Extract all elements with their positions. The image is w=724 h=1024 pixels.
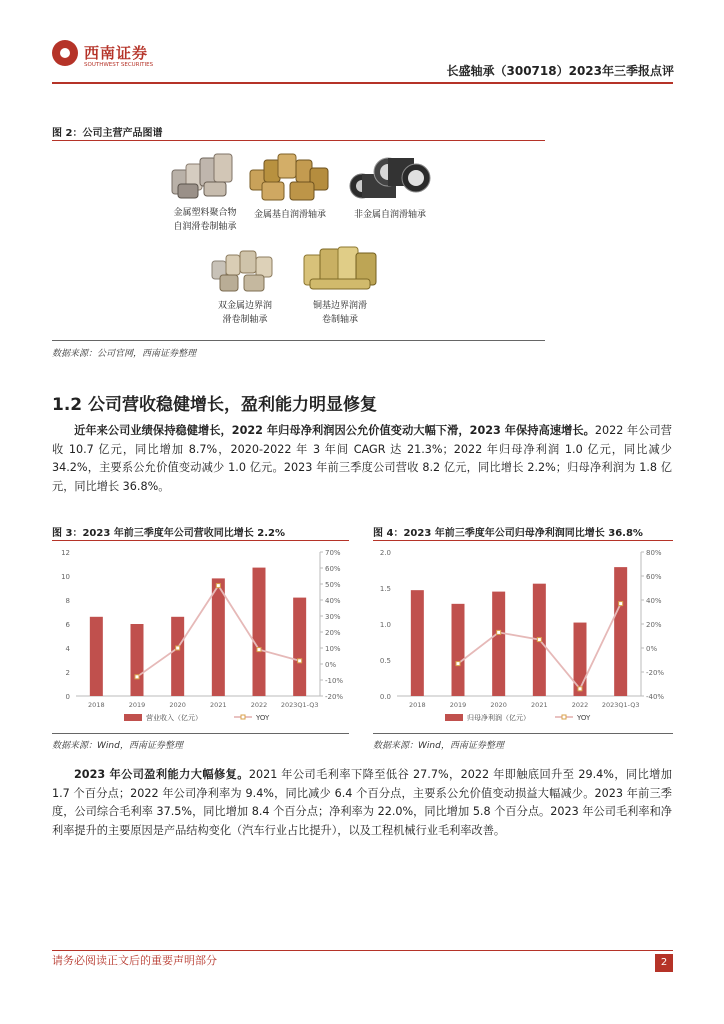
legend-bar-label: 营业收入（亿元） <box>146 714 202 722</box>
bimetal-bearing-image <box>208 247 282 295</box>
figure2-top-rule <box>52 140 545 141</box>
footer-divider <box>52 950 673 951</box>
y-tick-label-right: 0% <box>646 645 658 653</box>
report-title: 长盛轴承（300718）2023年三季报点评 <box>446 64 674 78</box>
bar <box>212 578 225 696</box>
yoy-point <box>578 687 582 691</box>
product-label: 非金属自润滑轴承 <box>353 210 426 220</box>
product-label: 金属基自润滑轴承 <box>253 210 326 220</box>
yoy-point <box>497 630 501 634</box>
x-tick-label: 2022 <box>250 701 268 709</box>
bar <box>253 568 266 696</box>
x-tick-label: 2023Q1-Q3 <box>601 701 640 709</box>
yoy-point <box>456 662 460 666</box>
logo-subtext: SOUTHWEST SECURITIES <box>84 62 154 68</box>
chart4-source: 数据来源：Wind，西南证券整理 <box>373 741 504 751</box>
chart3-source: 数据来源：Wind，西南证券整理 <box>52 741 183 751</box>
y-tick-label-left: 0.5 <box>379 657 391 665</box>
product-label: 金属塑料聚合物 自润滑卷制轴承 <box>173 208 237 232</box>
x-tick-label: 2020 <box>490 701 507 709</box>
legend-line-label: YOY <box>577 714 591 722</box>
non-metal-bearing-image <box>348 150 432 204</box>
legend-bar-swatch <box>445 714 463 721</box>
yoy-point <box>176 646 180 650</box>
x-tick-label: 2018 <box>409 701 426 709</box>
product-label: 铜基边界润滑 卷制轴承 <box>312 301 367 325</box>
paragraph-lead: 近年来公司业绩保持稳健增长，2022 年归母净利润因公允价值变动大幅下滑，2023 年保持高速增长。 <box>74 424 595 437</box>
yoy-point <box>216 584 220 588</box>
y-tick-label-right: 60% <box>646 573 662 581</box>
chart3-title: 图 3：2023 年前三季度年公司营收同比增长 2.2% <box>52 528 285 539</box>
metal-plastic-bearing-image <box>168 150 242 202</box>
paragraph-revenue <box>52 422 672 496</box>
y-tick-label-right: 60% <box>325 565 341 573</box>
chart4-title: 图 4：2023 年前三季度年公司归母净利润同比增长 36.8% <box>373 528 643 539</box>
header-divider <box>52 82 673 84</box>
logo-text: 西南证券 <box>84 44 149 62</box>
legend-line-label: YOY <box>256 714 270 722</box>
bar <box>131 624 144 696</box>
yoy-point <box>619 602 623 606</box>
y-tick-label-left: 2.0 <box>379 549 391 557</box>
logo-mark-icon <box>52 40 78 66</box>
x-tick-label: 2021 <box>531 701 548 709</box>
y-tick-label-right: -20% <box>646 669 665 677</box>
yoy-point <box>257 648 261 652</box>
yoy-point <box>135 675 139 679</box>
bar <box>492 592 505 696</box>
product-copper <box>295 243 385 327</box>
chart3-top-rule <box>52 540 349 541</box>
y-tick-label-left: 0.0 <box>379 693 391 701</box>
bar <box>90 617 103 696</box>
bar <box>411 590 424 696</box>
bar <box>452 604 465 696</box>
product-label: 双金属边界润 滑卷制轴承 <box>217 301 272 325</box>
y-tick-label-left: 8 <box>65 597 70 605</box>
yoy-point <box>298 659 302 663</box>
y-tick-label-right: 40% <box>325 597 341 605</box>
bar <box>171 617 184 696</box>
chart4 <box>373 544 673 730</box>
copper-bearing-image <box>300 243 380 295</box>
y-tick-label-right: 0% <box>325 661 337 669</box>
company-logo <box>52 38 162 78</box>
x-tick-label: 2022 <box>571 701 589 709</box>
legend-line-marker <box>562 715 566 719</box>
legend-bar-swatch <box>124 714 142 721</box>
y-tick-label-right: 70% <box>325 549 341 557</box>
figure2-bottom-rule <box>52 340 545 341</box>
figure2-source: 数据来源：公司官网，西南证券整理 <box>52 349 197 359</box>
y-tick-label-right: 40% <box>646 597 662 605</box>
x-tick-label: 2019 <box>128 701 146 709</box>
legend-line-marker <box>241 715 245 719</box>
y-tick-label-left: 4 <box>65 645 70 653</box>
y-tick-label-left: 2 <box>65 669 70 677</box>
y-tick-label-right: 30% <box>325 613 341 621</box>
chart3 <box>52 544 352 730</box>
x-tick-label: 2019 <box>449 701 467 709</box>
bar <box>293 598 306 696</box>
footer-notice: 请务必阅读正文后的重要声明部分 <box>52 954 217 967</box>
y-tick-label-left: 12 <box>61 549 70 557</box>
x-tick-label: 2020 <box>169 701 186 709</box>
y-tick-label-left: 10 <box>61 573 70 581</box>
paragraph-body: 2021 年公司毛利率下降至低谷 27.7%，2022 年即触底回升至 29.4%，同比增加 1.7 个百分点；2022 年公司净利率为 9.4%，同比减少 6.4 个百分点，主要系公允价值变动损益大幅减少。2023 年前三季度，公司综合毛利率 37.5%，同比增加 8.4 个百分点；净利率为 22.0%，同比增加 5.8 个百分点。2023 年公司毛利率和净利率提升的主要原因是产品结构变化（汽车行业占比提升），以及工程机械行业毛利率改善。 <box>52 768 672 837</box>
y-tick-label-left: 1.0 <box>379 621 391 629</box>
paragraph-lead: 2023 年公司盈利能力大幅修复。 <box>74 768 249 781</box>
page-number: 2 <box>655 954 673 972</box>
chart4-bottom-rule <box>373 733 673 734</box>
y-tick-label-left: 0 <box>65 693 70 701</box>
y-tick-label-right: 50% <box>325 581 341 589</box>
metal-based-bearing-image <box>248 150 332 204</box>
y-tick-label-right: -10% <box>325 677 344 685</box>
bar <box>614 567 627 696</box>
y-tick-label-right: 10% <box>325 645 341 653</box>
product-metal-plastic <box>160 150 250 234</box>
paragraph-body: 2022 年公司营收 10.7 亿元，同比增加 8.7%，2020-2022 年 3 年间 CAGR 达 21.3%；2022 年归母净利润 1.0 亿元，同比减少 34.2%，主要系公允价值变动减少 1.0 亿元。2023 年前三季度公司营收 8.2 亿元，同比增长 2.2%；归母净利润为 1.8 亿元，同比增长 36.8%。 <box>52 424 672 493</box>
y-tick-label-right: -40% <box>646 693 665 701</box>
paragraph-profitability <box>52 766 672 840</box>
chart3-bottom-rule <box>52 733 349 734</box>
y-tick-label-right: 80% <box>646 549 662 557</box>
legend-bar-label: 归母净利润（亿元） <box>467 714 530 722</box>
y-tick-label-left: 6 <box>65 621 70 629</box>
chart4-top-rule <box>373 540 673 541</box>
product-bimetal <box>200 247 290 327</box>
x-tick-label: 2018 <box>88 701 105 709</box>
product-metal-based <box>245 150 335 222</box>
y-tick-label-left: 1.5 <box>379 585 391 593</box>
y-tick-label-right: -20% <box>325 693 344 701</box>
bar <box>574 623 587 696</box>
x-tick-label: 2021 <box>210 701 227 709</box>
x-tick-label: 2023Q1-Q3 <box>280 701 319 709</box>
product-non-metal <box>345 150 435 222</box>
section-heading: 1.2 公司营收稳健增长，盈利能力明显修复 <box>52 395 378 415</box>
yoy-point <box>537 638 541 642</box>
figure2-title: 图 2：公司主营产品图谱 <box>52 128 163 139</box>
y-tick-label-right: 20% <box>325 629 341 637</box>
y-tick-label-right: 20% <box>646 621 662 629</box>
